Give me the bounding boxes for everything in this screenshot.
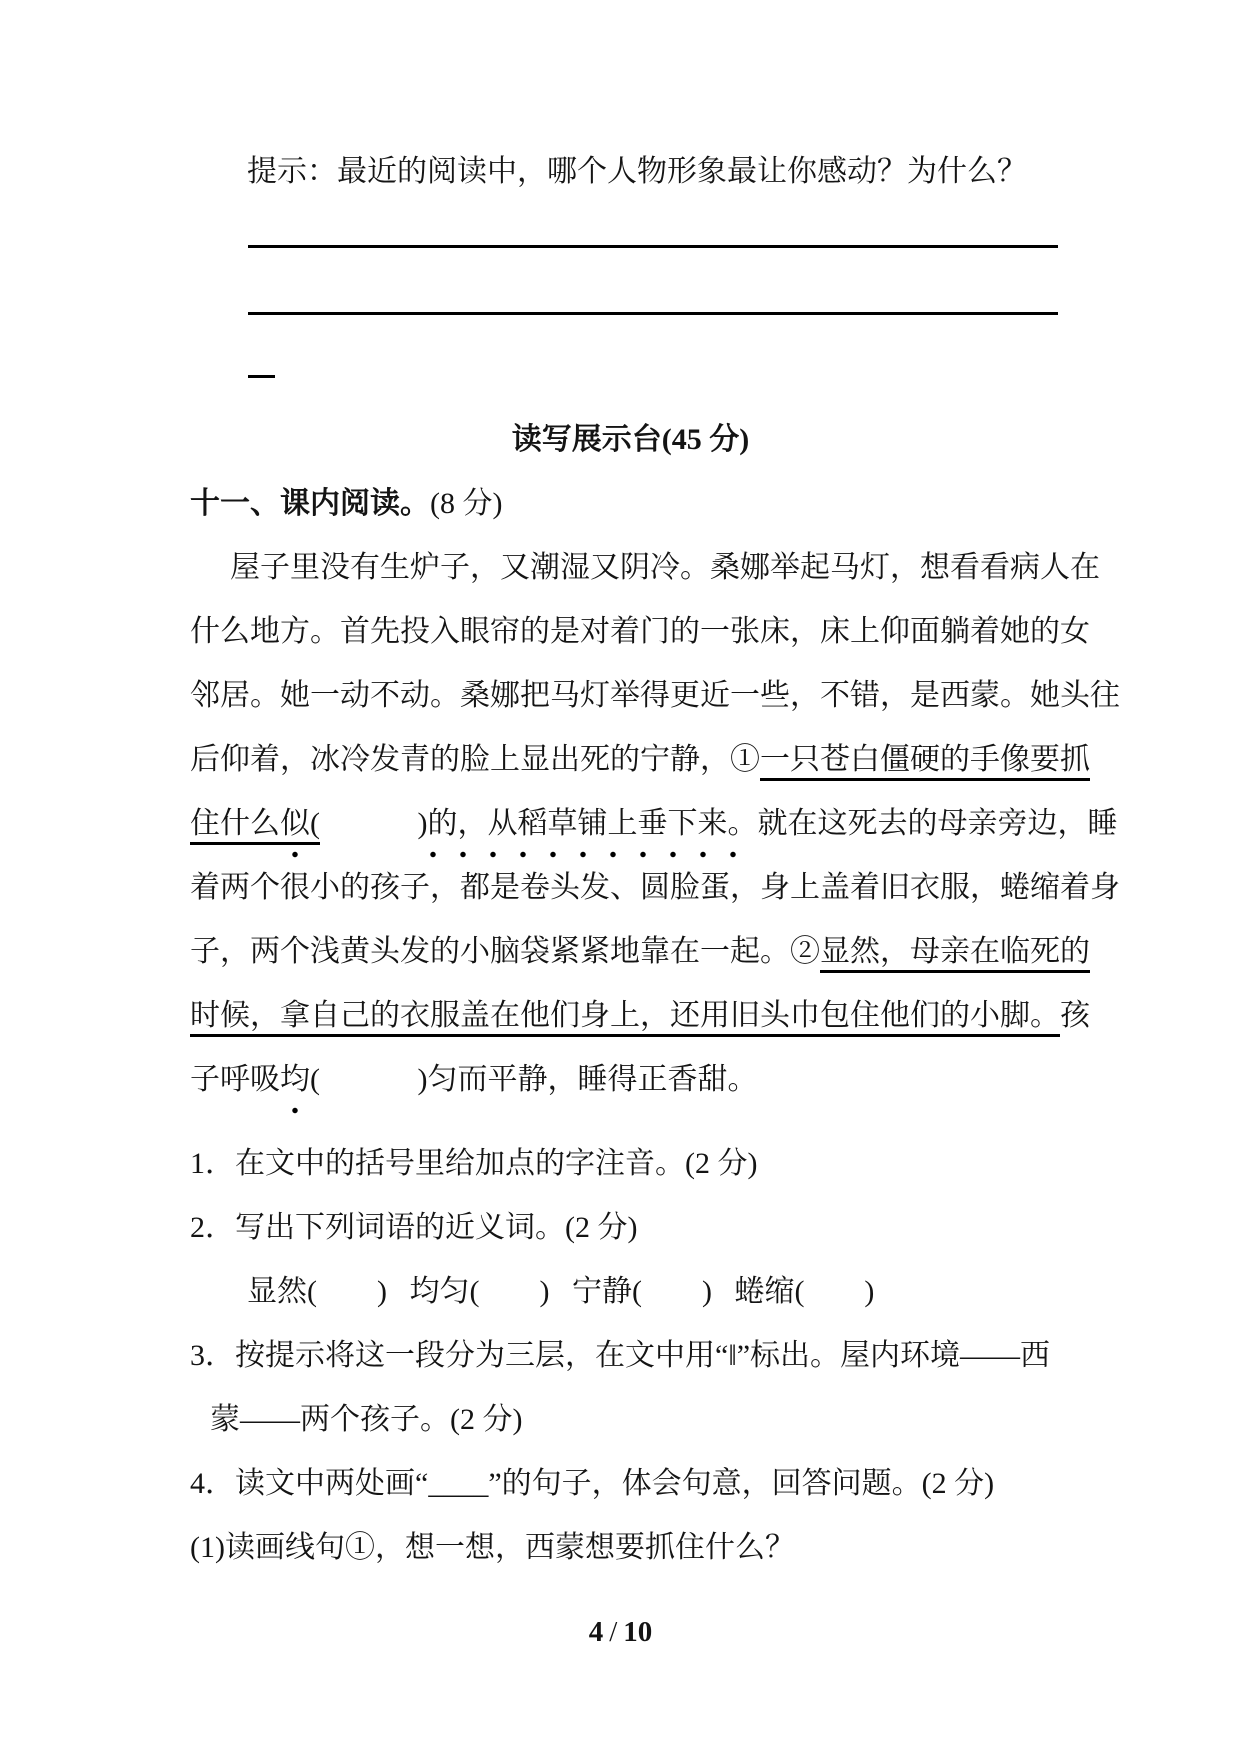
passage-segment: 什么地方。首先投入眼帘的是对着门的一张床，床上仰面躺着她的女 (190, 615, 1090, 648)
passage-line (190, 856, 1120, 920)
question-4-sub-1: (1)读画线句①，想一想，西蒙想要抓住什么？ (190, 1531, 795, 1564)
passage-segment-underlined: 显然，母亲在临死的 (820, 935, 1090, 980)
question-1: 1．在文中的括号里给加点的字注音。(2 分) (190, 1147, 758, 1180)
passage-segment: 屋子里没有生炉子，又潮湿又阴冷。桑娜举起马灯，想看看病人在 (230, 551, 1100, 584)
passage-line (190, 920, 1090, 984)
passage-segment-underlined: 时候，拿自己的衣服盖在他们身上，还用旧头巾包住他们的小脚。 (190, 999, 1060, 1044)
passage-line (190, 792, 1118, 856)
passage-line (190, 664, 1120, 728)
passage-segment: 子呼吸 (190, 1063, 280, 1096)
passage-line (190, 984, 1090, 1048)
passage-segment: 着两个很小的孩子，都是卷头发、圆脸蛋，身上盖着旧衣服，蜷缩着身 (190, 871, 1120, 904)
passage-line (190, 1048, 1071, 1112)
question-2: 2．写出下列词语的近义词。(2 分) (190, 1211, 638, 1244)
page-footer (0, 1612, 1241, 1652)
section-title: 读写展示台(45 分) (511, 423, 750, 456)
passage-segment-underlined-dotted: 似( (280, 807, 320, 858)
exercise-score-label: (8 分) (430, 487, 503, 520)
passage-segment (320, 807, 418, 840)
reading-passage (190, 536, 1120, 1112)
passage-line (190, 728, 1090, 792)
passage-segment-underlined: 一只苍白僵硬的手像要抓 (760, 743, 1090, 788)
answer-blank-line-short (248, 375, 275, 378)
synonyms-answer-row: 显然( ) 均匀( ) 宁静( ) 蜷缩( ) (247, 1275, 875, 1308)
page-number-total: 10 (623, 1616, 653, 1648)
passage-segment: 子，两个浅黄头发的小脑袋紧紧地靠在一起。② (190, 935, 820, 968)
question-3-line-2: 蒙——两个孩子。(2 分) (210, 1403, 523, 1436)
passage-segment-dotted: )的，从稻草铺上垂下来。 (418, 807, 758, 858)
passage-segment: ( )匀而平静，睡得正香甜。 (310, 1063, 758, 1096)
passage-line (190, 536, 1100, 600)
passage-segment-dotted: 均 (280, 1063, 310, 1114)
passage-line (190, 600, 1090, 664)
answer-blank-line-1 (248, 245, 1058, 248)
passage-segment: 邻居。她一动不动。桑娜把马灯举得更近一些，不错，是西蒙。她头往 (190, 679, 1120, 712)
answer-blank-line-2 (248, 312, 1058, 315)
exercise-header (190, 472, 1071, 536)
passage-segment: 后仰着，冰冷发青的脸上显出死的宁静，① (190, 743, 760, 776)
question-4: 4．读文中两处画“____”的句子，体会句意，回答问题。(2 分) (190, 1467, 995, 1500)
question-3-line-1: 3．按提示将这一段分为三层，在文中用“‖”标出。屋内环境——西 (190, 1339, 1051, 1372)
passage-segment: 就在这死去的母亲旁边，睡 (757, 807, 1118, 840)
passage-segment-underlined: 住什么 (190, 807, 280, 852)
page-number-current: 4 (588, 1616, 604, 1648)
page-number-separator: / (609, 1616, 618, 1648)
writing-prompt: 提示：最近的阅读中，哪个人物形象最让你感动？为什么？ (247, 155, 1027, 188)
exercise-number-label: 十一、课内阅读。 (190, 487, 430, 520)
passage-segment: 孩 (1060, 999, 1090, 1032)
